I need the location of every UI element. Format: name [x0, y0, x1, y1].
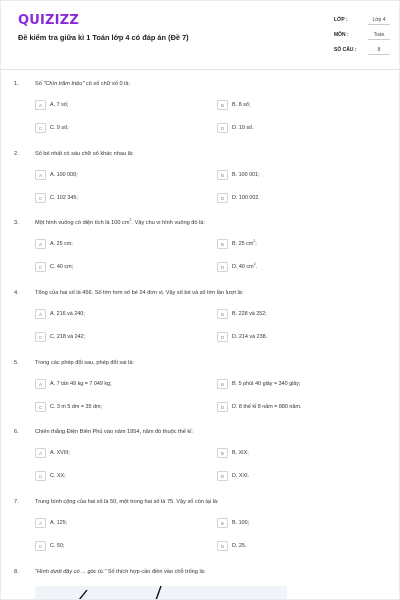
question-number: 1. — [14, 81, 19, 87]
option-b[interactable] — [217, 100, 387, 110]
option-d[interactable] — [217, 402, 387, 412]
option-c[interactable] — [35, 193, 205, 203]
option-text: C. XX; — [50, 473, 66, 479]
angle-figure-lines — [35, 586, 287, 599]
option-b[interactable] — [217, 518, 387, 528]
option-letter: A — [35, 518, 46, 528]
option-text: B. XIX; — [232, 450, 249, 456]
question-number: 8. — [14, 569, 19, 575]
option-text: A. 100 000; — [50, 172, 78, 178]
option-letter: B — [217, 309, 228, 319]
option-c[interactable] — [35, 471, 205, 481]
option-text: C. 3 m 5 dm = 35 dm; — [50, 404, 102, 410]
option-a[interactable] — [35, 100, 205, 110]
option-letter: B — [217, 100, 228, 110]
option-text: C. 9 số; — [50, 125, 69, 131]
question-number: 2. — [14, 151, 19, 157]
option-text: C. 40 cm; — [50, 264, 74, 270]
option-c[interactable] — [35, 402, 205, 412]
option-letter: C — [35, 262, 46, 272]
option-letter: C — [35, 332, 46, 342]
option-letter: C — [35, 541, 46, 551]
question-text: Chiến thắng Điện Biên Phủ vào năm 1954, năm đó thuộc thế kỉ: — [35, 429, 193, 435]
option-text: B. 100; — [232, 520, 250, 526]
option-a[interactable] — [35, 239, 205, 249]
option-letter: D — [217, 193, 228, 203]
worksheet-meta — [334, 15, 392, 60]
option-letter: B — [217, 448, 228, 458]
option-text: A. 7 tấn 49 kg = 7 049 kg; — [50, 381, 112, 387]
meta-value: Toán — [368, 30, 390, 40]
question-text: Số bé nhất có sáu chữ số khác nhau là: — [35, 151, 134, 157]
question-number: 7. — [14, 499, 19, 505]
option-c[interactable] — [35, 332, 205, 342]
option-letter: A — [35, 100, 46, 110]
option-letter: C — [35, 123, 46, 133]
option-c[interactable] — [35, 541, 205, 551]
option-letter: B — [217, 379, 228, 389]
question-text: Số "Chín trăm triệu" có số chữ số 0 là: — [35, 81, 131, 87]
option-d[interactable] — [217, 123, 387, 133]
option-d[interactable] — [217, 471, 387, 481]
option-letter: B — [217, 518, 228, 528]
option-letter: D — [217, 541, 228, 551]
option-text: D. 100 002. — [232, 195, 260, 201]
option-a[interactable] — [35, 448, 205, 458]
question-number: 5. — [14, 360, 19, 366]
option-text: C. 102 345; — [50, 195, 78, 201]
option-d[interactable] — [217, 193, 387, 203]
option-letter: C — [35, 193, 46, 203]
option-letter: A — [35, 309, 46, 319]
option-letter: A — [35, 170, 46, 180]
option-text: A. 7 số; — [50, 102, 69, 108]
question-text: Trung bình cộng của hai số là 50, một trong hai số là 75. Vậy số còn lại là: — [35, 499, 219, 505]
meta-value: 8 — [368, 45, 390, 55]
option-text: B. 100 001; — [232, 172, 260, 178]
option-a[interactable] — [35, 518, 205, 528]
option-text: B. 8 số; — [232, 102, 251, 108]
option-c[interactable] — [35, 262, 205, 272]
meta-label: LỚP : — [334, 17, 348, 23]
option-d[interactable] — [217, 541, 387, 551]
option-d[interactable] — [217, 262, 387, 272]
option-d[interactable] — [217, 332, 387, 342]
option-letter: A — [35, 448, 46, 458]
option-letter: D — [217, 471, 228, 481]
option-text: C. 218 và 242; — [50, 334, 86, 340]
option-letter: B — [217, 239, 228, 249]
quizizz-logo: QUIZIZZ — [18, 13, 79, 28]
meta-row-grade — [334, 15, 392, 30]
option-text: D. XXI. — [232, 473, 250, 479]
option-b[interactable] — [217, 170, 387, 180]
option-letter: D — [217, 262, 228, 272]
question-text: "Hình dưới đây có ... góc tù." Số thích hợp cần điền vào chỗ trống là: — [35, 569, 206, 575]
option-letter: C — [35, 402, 46, 412]
option-b[interactable] — [217, 448, 387, 458]
option-b[interactable] — [217, 379, 387, 389]
meta-label: SỐ CÂU : — [334, 47, 357, 53]
option-text: D. 8 thế kỉ 8 năm = 880 năm. — [232, 404, 302, 410]
option-text: D. 214 và 238. — [232, 334, 268, 340]
question-text: Trong các phép đổi sau, phép đổi sai là: — [35, 360, 134, 366]
option-text: D. 25. — [232, 543, 247, 549]
question-number: 6. — [14, 429, 19, 435]
meta-value: Lớp 4 — [368, 15, 390, 25]
option-text: B. 5 phút 40 giây = 340 giây; — [232, 381, 301, 387]
option-text: A. 25 cm; — [50, 241, 73, 247]
option-a[interactable] — [35, 379, 205, 389]
option-letter: D — [217, 332, 228, 342]
question-number: 3. — [14, 220, 19, 226]
header-divider — [1, 69, 399, 70]
option-letter: C — [35, 471, 46, 481]
option-a[interactable] — [35, 309, 205, 319]
option-b[interactable] — [217, 239, 387, 249]
option-text: A. XVIII; — [50, 450, 70, 456]
question-number: 4. — [14, 290, 19, 296]
option-text: A. 216 và 240; — [50, 311, 85, 317]
option-text: A. 125; — [50, 520, 68, 526]
option-letter: A — [35, 239, 46, 249]
meta-row-subject — [334, 30, 392, 45]
option-letter: A — [35, 379, 46, 389]
worksheet-page — [1, 1, 399, 599]
meta-row-question-count — [334, 45, 392, 60]
angle-figure-image — [35, 586, 287, 599]
option-text: C. 50; — [50, 543, 65, 549]
option-b[interactable] — [217, 309, 387, 319]
option-letter: D — [217, 123, 228, 133]
question-text: Tổng của hai số là 456. Số lớn hơn số bé 24 đơn vị. Vậy số bé và số lớn lần lượt là: — [35, 290, 244, 296]
option-c[interactable] — [35, 123, 205, 133]
worksheet-header — [1, 1, 399, 61]
worksheet-title: Đề kiểm tra giữa kì 1 Toán lớp 4 có đáp án (Đề 7) — [18, 33, 189, 42]
option-a[interactable] — [35, 170, 205, 180]
option-letter: D — [217, 402, 228, 412]
option-letter: B — [217, 170, 228, 180]
question-text: Một hình vuông có diện tích là 100 $cm^2$. Vậy chu vi hình vuông đó là: — [35, 218, 205, 226]
option-text: D. 10 số. — [232, 125, 254, 131]
option-text: B. 228 và 252; — [232, 311, 267, 317]
option-text: D. 40 $cm^2$. — [232, 262, 258, 270]
meta-label: MÔN : — [334, 32, 349, 38]
option-text: B. 25 $cm^2$; — [232, 239, 257, 247]
